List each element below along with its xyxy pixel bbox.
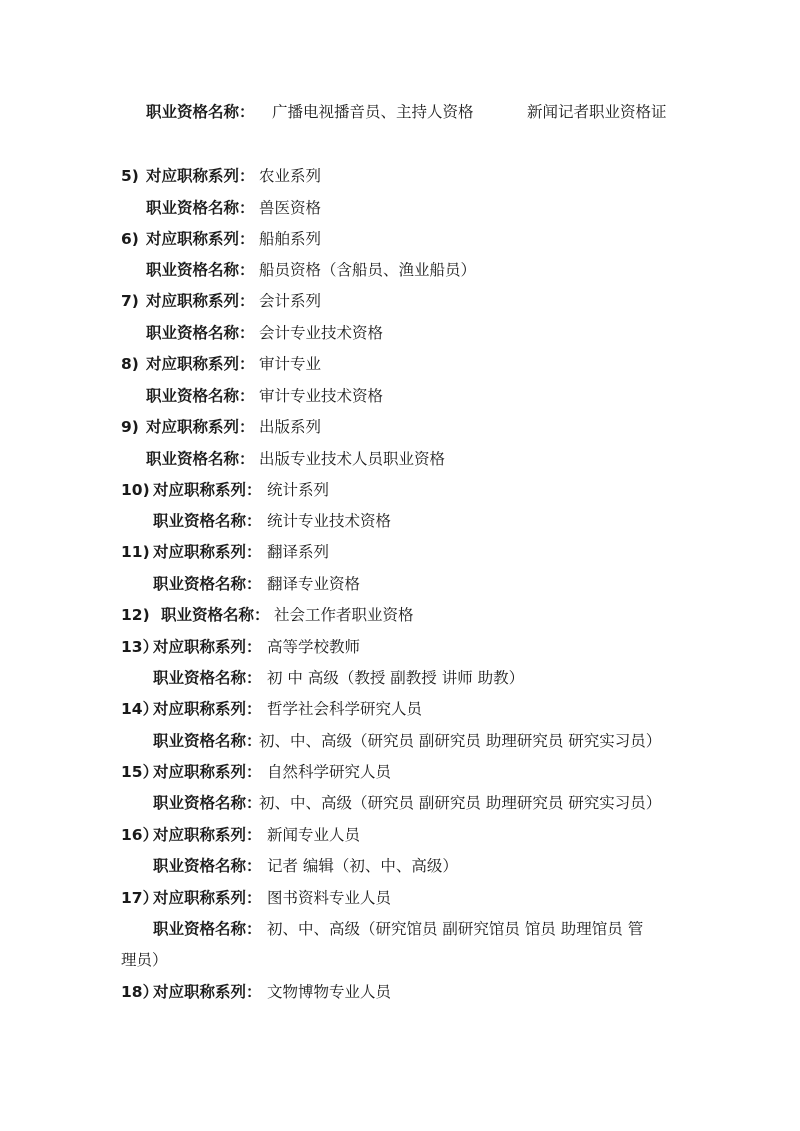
entry-line <box>0 728 800 754</box>
entry-number: 12) <box>121 606 150 624</box>
entry-line <box>0 351 800 377</box>
entry-value: 高等学校教师 <box>267 638 361 656</box>
entry-line <box>0 320 800 346</box>
entry-label: 职业资格名称： <box>146 387 255 405</box>
entry-label: 职业资格名称： <box>153 794 262 812</box>
entry-value: 翻译专业资格 <box>267 575 361 593</box>
entry-label: 职业资格名称： <box>146 103 255 121</box>
entry-number: 10) <box>121 481 150 499</box>
entry-line <box>0 414 800 440</box>
entry-line <box>0 822 800 848</box>
entry-line <box>0 979 800 1005</box>
entry-value: 会计专业技术资格 <box>259 324 384 342</box>
entry-line <box>0 885 800 911</box>
entry-line <box>0 477 800 503</box>
entry-number: 14） <box>121 700 159 718</box>
entry-label: 对应职称系列： <box>146 355 255 373</box>
entry-value: 图书资料专业人员 <box>267 889 392 907</box>
entry-line <box>0 446 800 472</box>
entry-value: 记者 编辑（初、中、高级） <box>267 857 458 875</box>
entry-value: 广播电视播音员、主持人资格 <box>272 103 474 121</box>
entry-line <box>0 195 800 221</box>
entry-label: 职业资格名称： <box>146 261 255 279</box>
entry-label: 职业资格名称： <box>153 732 262 750</box>
entry-label: 职业资格名称： <box>153 920 262 938</box>
entry-line <box>0 288 800 314</box>
entry-line <box>0 916 800 942</box>
entry-value: 出版系列 <box>259 418 322 436</box>
entry-label: 对应职称系列： <box>153 700 262 718</box>
entry-label: 对应职称系列： <box>153 481 262 499</box>
entry-label: 职业资格名称： <box>153 512 262 530</box>
entry-number: 11) <box>121 543 150 561</box>
top-entry <box>0 99 800 125</box>
entry-label: 对应职称系列： <box>153 983 262 1001</box>
entry-value: 统计专业技术资格 <box>267 512 392 530</box>
entry-line <box>0 853 800 879</box>
entry-value-secondary: 新闻记者职业资格证 <box>527 103 667 121</box>
entry-line <box>0 571 800 597</box>
entry-line <box>0 383 800 409</box>
entry-label: 职业资格名称： <box>153 669 262 687</box>
entry-number: 18） <box>121 983 159 1001</box>
entry-label: 对应职称系列： <box>153 638 262 656</box>
entry-line <box>0 539 800 565</box>
entry-label: 职业资格名称： <box>146 324 255 342</box>
entry-label: 职业资格名称： <box>146 199 255 217</box>
entry-label: 对应职称系列： <box>146 230 255 248</box>
entry-value: 船员资格（含船员、渔业船员） <box>259 261 477 279</box>
entry-line <box>0 696 800 722</box>
entry-value: 初、中、高级（研究员 副研究员 助理研究员 研究实习员） <box>259 794 662 812</box>
entry-number: 9) <box>121 418 139 436</box>
entry-value: 审计专业 <box>259 355 322 373</box>
entry-value: 翻译系列 <box>267 543 330 561</box>
entry-number: 17） <box>121 889 159 907</box>
entry-value: 自然科学研究人员 <box>267 763 392 781</box>
entry-value: 审计专业技术资格 <box>259 387 384 405</box>
entry-line <box>0 257 800 283</box>
entry-number: 7) <box>121 292 139 310</box>
entry-value: 兽医资格 <box>259 199 322 217</box>
entry-line <box>0 947 800 973</box>
entry-value: 初、中、高级（研究馆员 副研究馆员 馆员 助理馆员 管 <box>267 920 644 938</box>
entry-line <box>0 665 800 691</box>
entry-number: 6) <box>121 230 139 248</box>
entry-label: 对应职称系列： <box>153 889 262 907</box>
entry-value: 统计系列 <box>267 481 330 499</box>
entry-number: 8) <box>121 355 139 373</box>
entry-label: 职业资格名称： <box>153 575 262 593</box>
entry-label: 对应职称系列： <box>146 418 255 436</box>
entry-number: 5) <box>121 167 139 185</box>
entry-number: 15） <box>121 763 159 781</box>
entry-value: 哲学社会科学研究人员 <box>267 700 423 718</box>
entry-value: 农业系列 <box>259 167 322 185</box>
entry-label: 对应职称系列： <box>146 292 255 310</box>
entry-label: 对应职称系列： <box>146 167 255 185</box>
entry-label: 职业资格名称： <box>161 606 270 624</box>
entry-label: 对应职称系列： <box>153 543 262 561</box>
entry-value: 会计系列 <box>259 292 322 310</box>
entry-line <box>0 508 800 534</box>
entry-line <box>0 163 800 189</box>
entry-line <box>0 602 800 628</box>
entry-value: 文物博物专业人员 <box>267 983 392 1001</box>
entry-number: 13） <box>121 638 159 656</box>
entry-value: 新闻专业人员 <box>267 826 361 844</box>
entry-value: 出版专业技术人员职业资格 <box>259 450 446 468</box>
entry-value: 社会工作者职业资格 <box>274 606 414 624</box>
entry-label: 职业资格名称： <box>146 450 255 468</box>
entry-label: 对应职称系列： <box>153 763 262 781</box>
entry-line <box>0 634 800 660</box>
entry-value: 初 中 高级（教授 副教授 讲师 助教） <box>267 669 525 687</box>
entry-number: 16） <box>121 826 159 844</box>
entry-label: 对应职称系列： <box>153 826 262 844</box>
entry-label: 职业资格名称： <box>153 857 262 875</box>
entry-value-continued: 理员） <box>121 951 168 969</box>
entry-value: 船舶系列 <box>259 230 322 248</box>
entry-value: 初、中、高级（研究员 副研究员 助理研究员 研究实习员） <box>259 732 662 750</box>
entry-line <box>0 759 800 785</box>
entry-line <box>0 790 800 816</box>
entry-line <box>0 226 800 252</box>
